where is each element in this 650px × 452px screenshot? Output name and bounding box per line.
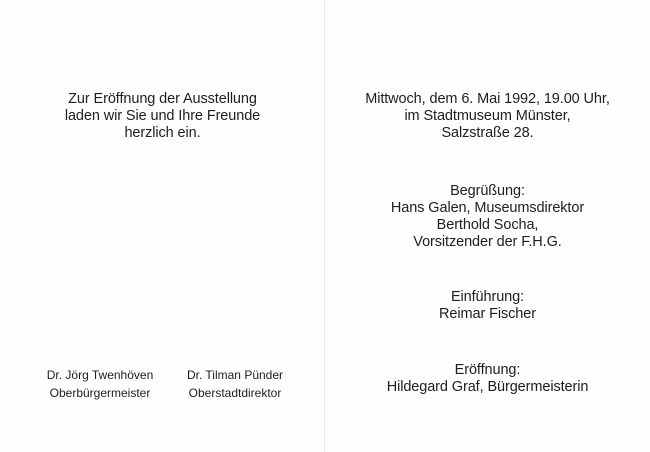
- speaker-line: Berthold Socha,: [436, 217, 539, 233]
- event-address-line: Salzstraße 28.: [441, 125, 534, 141]
- invitation-line: laden wir Sie und Ihre Freunde: [64, 108, 261, 124]
- invitation-line: Zur Eröffnung der Ausstellung: [68, 91, 257, 107]
- event-details: [325, 91, 650, 142]
- signatory-name: Dr. Tilman Pünder: [186, 368, 284, 382]
- section-heading: Eröffnung:: [454, 362, 521, 378]
- speaker-line: Hildegard Graf, Bürgermeisterin: [386, 379, 589, 395]
- signatory-city-director: [175, 366, 295, 402]
- speaker-line: Reimar Fischer: [439, 306, 536, 322]
- section-heading: Begrüßung:: [450, 183, 525, 199]
- right-page: [325, 0, 650, 452]
- event-venue-line: im Stadtmuseum Münster,: [404, 108, 571, 124]
- opening-section: [325, 362, 650, 396]
- speaker-line: Hans Galen, Museumsdirektor: [390, 200, 585, 216]
- introduction-section: [325, 289, 650, 323]
- signatory-title: Oberstadtdirektor: [188, 386, 282, 400]
- speaker-line: Vorsitzender der F.H.G.: [413, 234, 562, 250]
- signatory-title: Oberbürgermeister: [49, 386, 151, 400]
- section-heading: Einführung:: [450, 289, 525, 305]
- invitation-text: [0, 91, 325, 142]
- invitation-line: herzlich ein.: [124, 125, 201, 141]
- signatory-name: Dr. Jörg Twenhöven: [46, 368, 154, 382]
- signatory-mayor: [40, 366, 160, 402]
- event-date-line: Mittwoch, dem 6. Mai 1992, 19.00 Uhr,: [365, 91, 610, 107]
- greeting-section: [325, 183, 650, 251]
